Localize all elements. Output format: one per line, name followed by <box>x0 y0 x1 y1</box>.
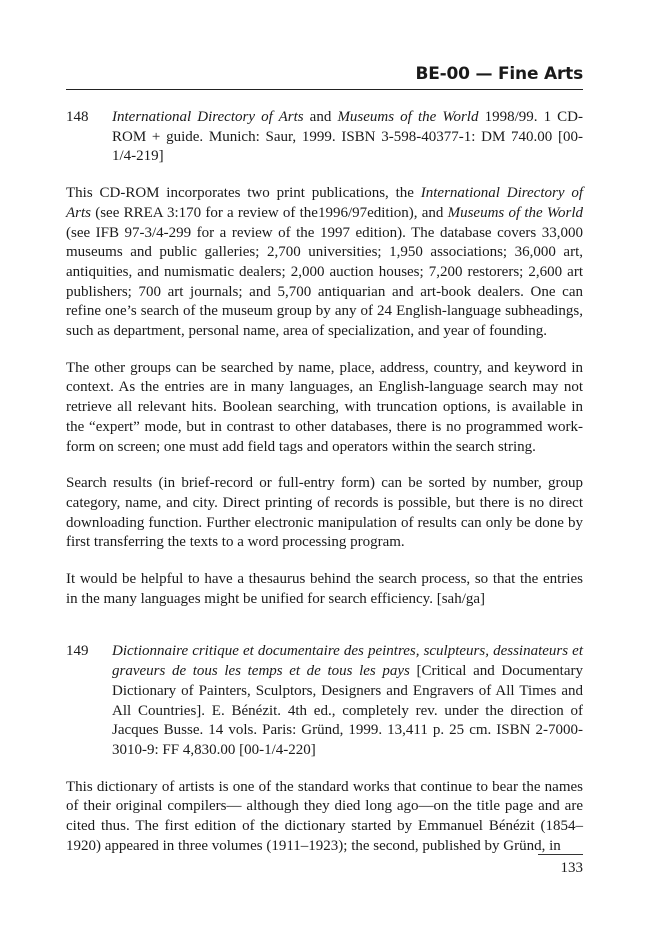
review-paragraph: It would be helpful to have a thesaurus behind the search process, so that the entries in the many languages might be unified for search efficiency. [sah/ga] <box>66 571 583 607</box>
entry-148-citation <box>66 108 583 167</box>
review-paragraph: Search results (in brief-record or full-entry form) can be sorted by number, group category, name, and city. Direct printing of records is possible, but there is no direct downloading function. Further electronic manipulation of results can only be done by first transferring the texts to a word processing program. <box>66 475 583 551</box>
citation-title: International Directory of Arts <box>112 109 304 125</box>
citation-text <box>112 108 583 167</box>
review-paragraph: This dictionary of artists is one of the standard works that continue to bear the names of their original compilers— although they died long ago—on the title page and are cited thus. The first edition of the dictionary started by Emmanuel Bénézit (1854–1920) appeared in three volumes (1911–1923); the second, published by Gründ, in <box>66 778 583 854</box>
paragraph-text: (see RREA 3:170 for a review of the1996/97edition), and <box>91 204 448 221</box>
page-number: 133 <box>560 860 583 876</box>
citation-title: Museums of the World <box>337 109 479 125</box>
citation-text <box>112 642 583 760</box>
review-paragraph <box>66 184 583 342</box>
paragraph-text: (see IFB 97-3/4-299 for a review of the 1997 edition). The database covers 33,000 museums and public galleries; 2,700 universities; 1,950 associations; 36,000 art, antiquities, and numismatic dealers; 2,000 auction houses; 7,200 restorers; 2,600 art publishers; 700 art journals; and 5,700 antiquarian and art-book dealers. One can refine one’s search of the museum group by any of 24 English-language subheadings, such as department, personal name, area of specialization, and year of founding. <box>66 224 583 340</box>
review-paragraph: The other groups can be searched by name, place, address, country, and keyword in context. As the entries are in many languages, an English-language search may not retrieve all relevant hits. Boolean searching, with truncation options, is available in the “expert” mode, but in contrast to other databases, there is no programmed work-form on screen; one must add field tags and operators within the search string. <box>66 359 583 455</box>
citation-title: Dictionnaire critique et documentaire des peintres, sculpteurs, dessinateurs et graveurs de tous les temps et de tous les pays <box>112 643 583 680</box>
italic-title: International Directory of Arts <box>66 185 583 221</box>
page-content <box>66 108 583 857</box>
citation-details: [Critical and Documentary Dictionary of Painters, Sculptors, Designers and Engravers of All Times and All Countries]. E. Bénézit. 4th ed., completely rev. under the direction of Jacques Busse. 14 vols. Paris: Gründ, 1999. 13,411 p. 25 cm. ISBN 2-7000-3010-9: FF 4,830.00 [00-1/4-220] <box>112 663 584 758</box>
citation-conjunction: and <box>303 109 338 125</box>
entry-149-citation <box>66 642 583 760</box>
paragraph-text: This CD-ROM incorporates two print publications, the <box>66 185 421 202</box>
entry-number: 149 <box>66 643 89 660</box>
running-head: BE-00 — Fine Arts <box>415 64 583 84</box>
header-rule <box>66 89 583 90</box>
italic-title: Museums of the World <box>447 204 583 221</box>
footer-rule <box>538 854 583 855</box>
entry-number: 148 <box>66 109 89 125</box>
citation-details: 1998/99. 1 CD-ROM + guide. Munich: Saur, 1999. ISBN 3-598-40377-1: DM 740.00 [00-1/4-219] <box>112 109 583 165</box>
